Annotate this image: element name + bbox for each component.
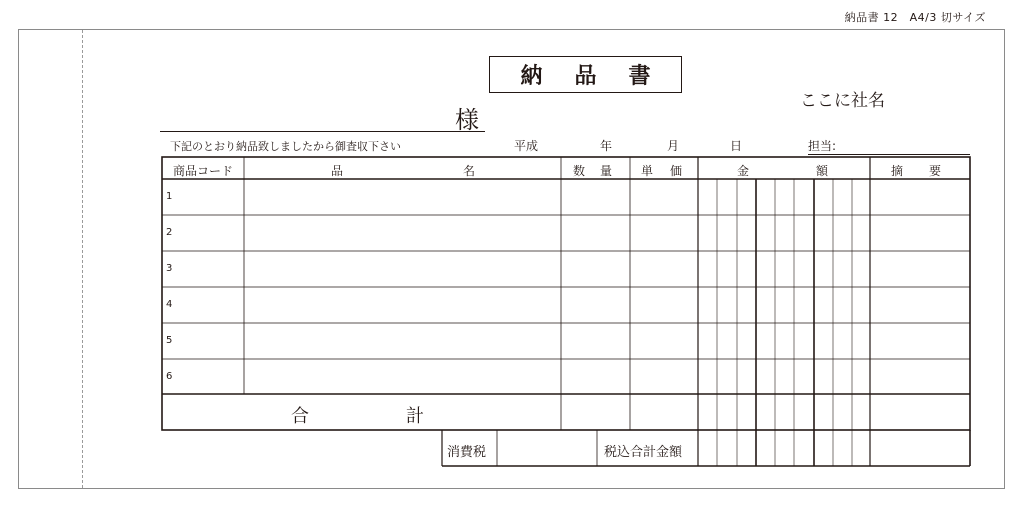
intro-text: 下記のとおり納品致しましたから御査収下さい	[170, 140, 401, 153]
row-number-2: 2	[166, 227, 173, 238]
company-name-placeholder: ここに社名	[800, 91, 885, 111]
date-day-label: 日	[730, 139, 743, 153]
col-header-qty-1: 数	[573, 164, 586, 178]
col-header-name-1: 品	[331, 164, 344, 178]
total-label-2: 計	[406, 406, 424, 427]
honorific-sama: 様	[455, 106, 479, 134]
row-number-1: 1	[166, 191, 173, 202]
col-header-amount-1: 金	[737, 164, 750, 178]
col-header-note-1: 摘	[891, 164, 904, 178]
row-number-3: 3	[166, 263, 173, 274]
title-char-2: 品	[574, 64, 629, 89]
row-number-5: 5	[166, 335, 173, 346]
col-header-price-1: 単	[641, 164, 654, 178]
title-char-3: 書	[628, 64, 683, 89]
col-header-note-2: 要	[929, 164, 942, 178]
date-era-label: 平成	[514, 139, 539, 153]
col-header-qty-2: 量	[600, 164, 613, 178]
total-label-1: 合	[291, 406, 309, 427]
grand-total-label: 税込合計金額	[604, 445, 683, 460]
date-year-label: 年	[600, 139, 613, 153]
row-number-4: 4	[166, 299, 173, 310]
row-number-6: 6	[166, 371, 173, 382]
tantou-label: 担当:	[808, 139, 837, 153]
date-month-label: 月	[667, 139, 680, 153]
title-char-1: 納	[520, 64, 575, 89]
tax-label: 消費税	[447, 445, 487, 460]
col-header-price-2: 価	[670, 164, 683, 178]
form-spec-note: 納品書 12 A4/3 切サイズ	[844, 11, 986, 24]
col-header-code: 商品コード	[173, 164, 234, 178]
col-header-name-2: 名	[463, 164, 476, 178]
col-header-amount-2: 額	[816, 164, 829, 178]
